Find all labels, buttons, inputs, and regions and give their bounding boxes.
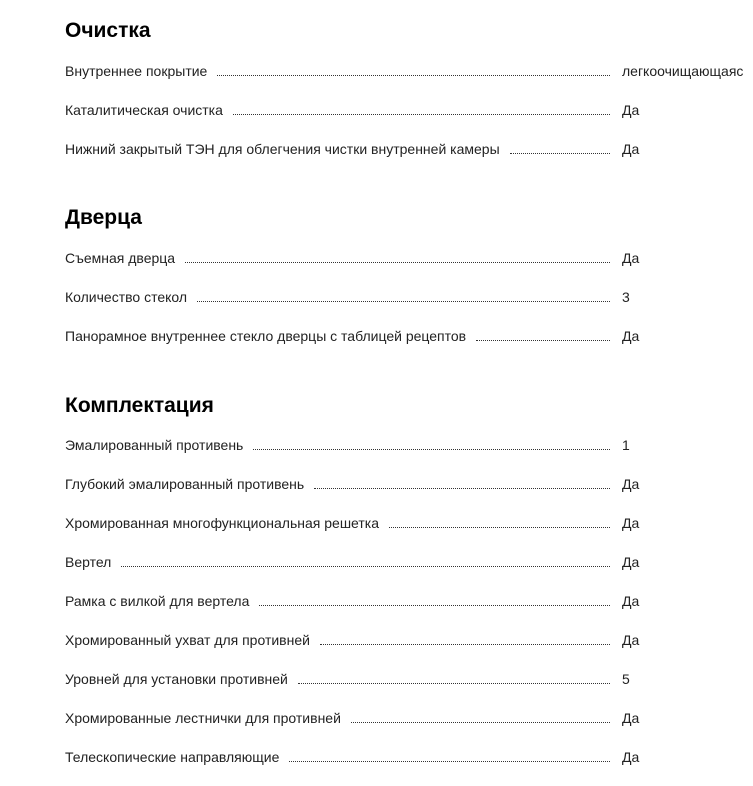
dotted-leader — [185, 262, 610, 263]
section-title: Очистка — [65, 19, 151, 42]
spec-label: Хромированная многофункциональная решетка — [65, 513, 389, 533]
dotted-leader — [253, 449, 610, 450]
dotted-leader — [197, 301, 610, 302]
spec-value: Да — [622, 749, 640, 765]
dotted-leader — [121, 566, 610, 567]
spec-value: Да — [622, 632, 640, 648]
spec-label: Хромированные лестнички для противней — [65, 708, 351, 728]
dotted-leader — [259, 605, 610, 606]
spec-label: Внутреннее покрытие — [65, 61, 217, 81]
spec-value: Да — [622, 250, 640, 266]
spec-value: Да — [622, 554, 640, 570]
spec-value: 3 — [622, 289, 630, 305]
section-door — [65, 205, 753, 344]
spec-label: Телескопические направляющие — [65, 747, 289, 767]
spec-value: Да — [622, 102, 640, 118]
section-equipment — [65, 393, 753, 765]
spec-label: Каталитическая очистка — [65, 100, 233, 120]
spec-label: Съемная дверца — [65, 248, 185, 268]
dotted-leader — [320, 644, 610, 645]
section-cleaning — [65, 18, 753, 157]
spec-label: Рамка с вилкой для вертела — [65, 591, 259, 611]
dotted-leader — [351, 722, 610, 723]
dotted-leader — [476, 340, 610, 341]
spec-value: легкоочищающаяс — [622, 63, 744, 79]
spec-value: Да — [622, 141, 640, 157]
dotted-leader — [217, 75, 610, 76]
spec-label: Вертел — [65, 552, 121, 572]
section-title: Комплектация — [65, 394, 214, 417]
spec-value: Да — [622, 476, 640, 492]
spec-label: Хромированный ухват для противней — [65, 630, 320, 650]
spec-value: 5 — [622, 671, 630, 687]
spec-value: 1 — [622, 437, 630, 453]
dotted-leader — [289, 761, 610, 762]
spec-label: Количество стекол — [65, 287, 197, 307]
dotted-leader — [510, 153, 610, 154]
spec-label: Нижний закрытый ТЭН для облегчения чистки внутренней камеры — [65, 139, 510, 159]
spec-value: Да — [622, 328, 640, 344]
spec-value: Да — [622, 515, 640, 531]
spec-value: Да — [622, 710, 640, 726]
dotted-leader — [298, 683, 610, 684]
section-title: Дверца — [65, 206, 142, 229]
spec-label: Панорамное внутреннее стекло дверцы с таблицей рецептов — [65, 326, 476, 346]
spec-label: Уровней для установки противней — [65, 669, 298, 689]
spec-label: Глубокий эмалированный противень — [65, 474, 314, 494]
spec-value: Да — [622, 593, 640, 609]
dotted-leader — [233, 114, 610, 115]
dotted-leader — [389, 527, 610, 528]
dotted-leader — [314, 488, 610, 489]
spec-label: Эмалированный противень — [65, 435, 253, 455]
